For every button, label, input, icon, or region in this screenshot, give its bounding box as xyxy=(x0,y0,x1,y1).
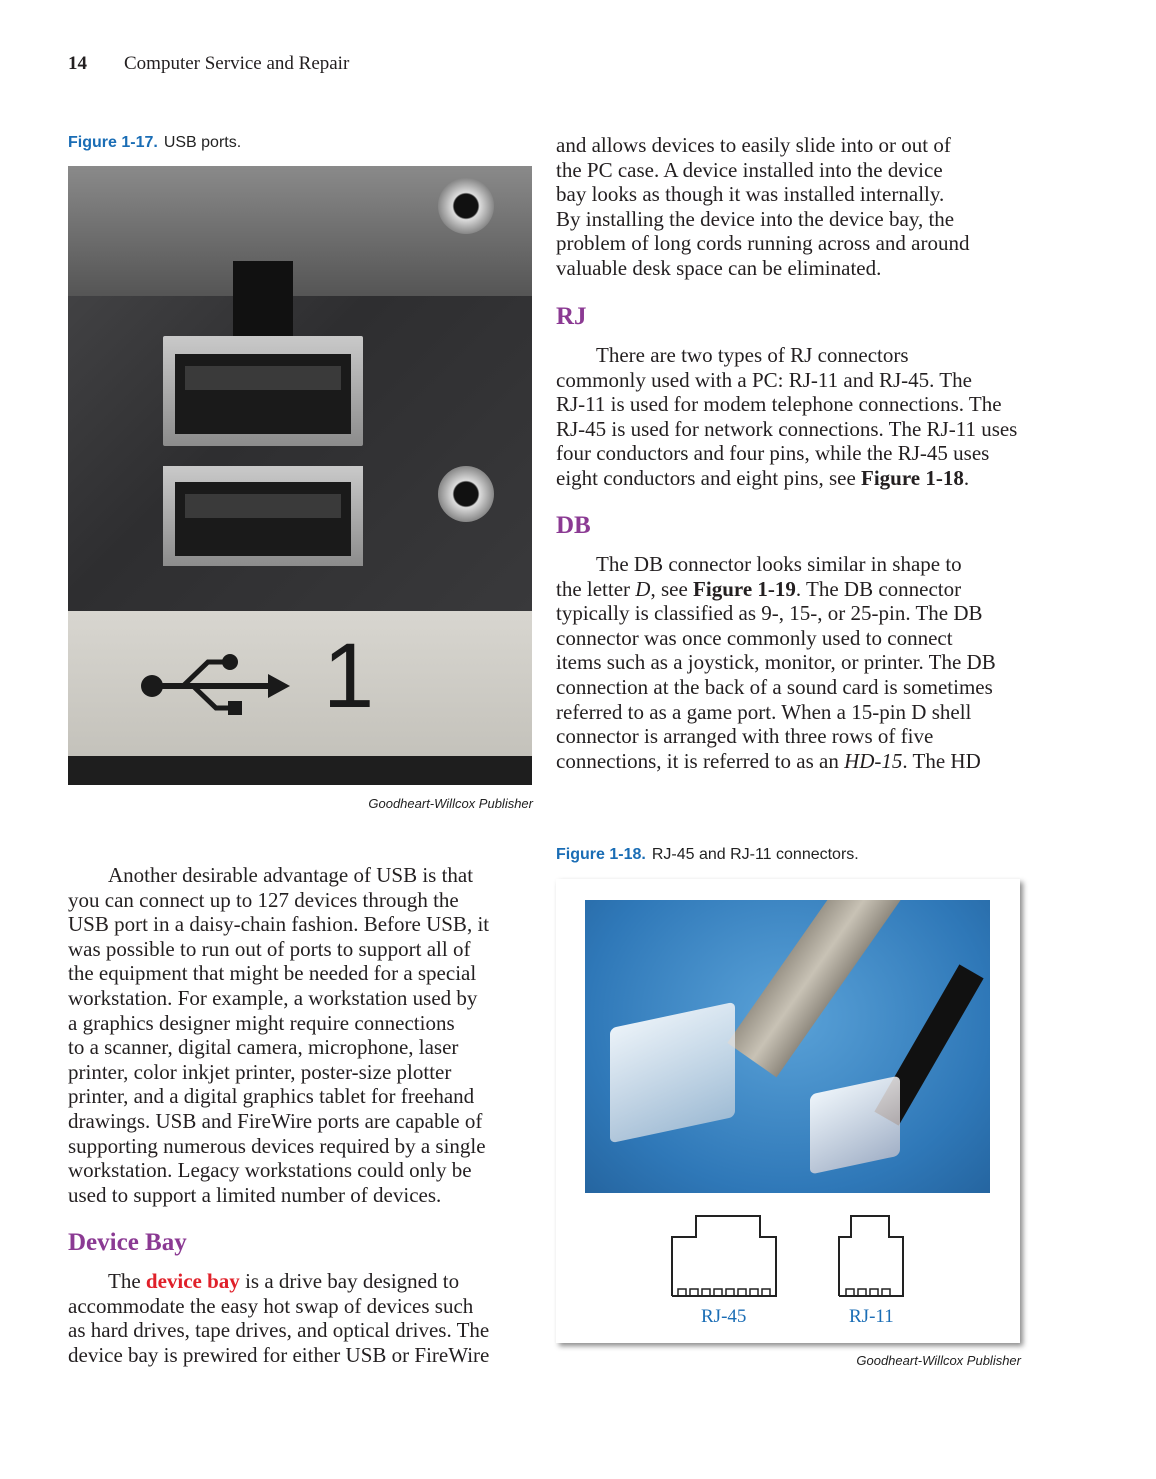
text-run: was possible to run out of ports to support all of xyxy=(68,936,471,961)
text-run: used to support a limited number of devices. xyxy=(68,1182,442,1207)
text-run: , see xyxy=(650,576,694,601)
text-line xyxy=(556,749,996,774)
page-number: 14 xyxy=(68,53,87,74)
text-line xyxy=(68,1294,489,1319)
text-run: the letter xyxy=(556,576,636,601)
text-run: RJ-45 is used for network connections. The RJ-11 uses xyxy=(556,416,1018,441)
figure-caption-text: USB ports. xyxy=(163,134,242,151)
text-line xyxy=(556,650,996,675)
text-run: you can connect up to 127 devices through the xyxy=(68,887,459,912)
rj45-plug xyxy=(610,1002,735,1144)
text-line xyxy=(68,1134,489,1159)
text-run: connections, it is referred to as an xyxy=(556,748,845,773)
figure-1-17-caption xyxy=(68,134,241,152)
text-run: D xyxy=(635,576,651,601)
text-run: . The DB connector xyxy=(795,576,962,601)
rj11-plug xyxy=(810,1075,900,1174)
text-run: RJ-11 is used for modem telephone connections. The xyxy=(556,392,1002,417)
figure-caption-text: RJ-45 and RJ-11 connectors. xyxy=(651,846,859,863)
rj11-label: RJ-11 xyxy=(849,1306,894,1327)
text-line xyxy=(556,392,1017,417)
text-run: connection at the back of a sound card is sometimes xyxy=(556,674,993,699)
rj-diagram xyxy=(666,1212,911,1302)
text-run: connector is arranged with three rows of five xyxy=(556,724,934,749)
text-run: Another desirable advantage of USB is that xyxy=(108,863,474,887)
text-run: There are two types of RJ connectors xyxy=(596,343,909,367)
rj-connectors-photo xyxy=(585,900,990,1193)
figure-reference: Figure 1-18 xyxy=(861,465,964,490)
text-line xyxy=(68,1318,489,1343)
device-bay-heading: Device Bay xyxy=(68,1229,187,1256)
text-line xyxy=(556,158,970,183)
db-paragraph xyxy=(556,552,996,773)
text-run: is a drive bay designed to xyxy=(239,1269,460,1293)
usb-paragraph xyxy=(68,863,489,1207)
text-line xyxy=(68,1060,489,1085)
text-run: typically is classified as 9-, 15-, or 25-pin. The DB xyxy=(556,601,983,626)
text-line xyxy=(556,601,996,626)
hex-screw xyxy=(438,466,494,522)
text-line xyxy=(68,1011,489,1036)
key-term: device bay xyxy=(145,1269,240,1293)
text-run: to a scanner, digital camera, microphone, laser xyxy=(68,1035,459,1060)
rj45-label: RJ-45 xyxy=(701,1306,747,1327)
text-run: and allows devices to easily slide into or out of xyxy=(556,133,951,157)
text-run: HD-15 xyxy=(844,748,903,773)
text-line xyxy=(68,863,489,888)
text-line xyxy=(556,343,1017,368)
text-run: a graphics designer might require connections xyxy=(68,1010,455,1035)
text-line xyxy=(556,466,1017,491)
text-run: items such as a joystick, monitor, or printer. The DB xyxy=(556,650,996,675)
label-plate xyxy=(68,611,532,756)
text-line xyxy=(556,256,970,281)
text-run: printer, and a digital graphics tablet for freehand xyxy=(68,1084,475,1109)
text-run: referred to as a game port. When a 15-pin D shell xyxy=(556,699,972,724)
text-line xyxy=(68,888,489,913)
usb-trident-icon xyxy=(138,646,298,726)
gray-cable xyxy=(727,900,902,1077)
text-line xyxy=(556,724,996,749)
text-line xyxy=(556,577,996,602)
figure-label: Figure 1-17. xyxy=(68,134,158,151)
hex-screw xyxy=(438,178,494,234)
text-line xyxy=(556,231,970,256)
text-run: device bay is prewired for either USB or FireWire xyxy=(68,1342,490,1367)
text-run: the PC case. A device installed into the device xyxy=(556,157,943,182)
text-line xyxy=(68,937,489,962)
text-line xyxy=(68,1084,489,1109)
text-line xyxy=(68,912,489,937)
text-run: accommodate the easy hot swap of devices such xyxy=(68,1293,474,1318)
port-number-label: 1 xyxy=(323,625,375,727)
text-line xyxy=(556,626,996,651)
figure-label: Figure 1-18. xyxy=(556,846,646,863)
device-bay-paragraph xyxy=(68,1269,489,1367)
text-line xyxy=(556,675,996,700)
text-run: . The HD xyxy=(902,748,981,773)
text-line xyxy=(68,1109,489,1134)
text-run: The DB connector looks similar in shape to xyxy=(596,552,962,576)
text-run: bay looks as though it was installed internally. xyxy=(556,182,945,207)
text-line xyxy=(68,961,489,986)
text-run: problem of long cords running across and around xyxy=(556,231,970,256)
text-line xyxy=(556,182,970,207)
text-run: supporting numerous devices required by a single xyxy=(68,1133,486,1158)
text-line xyxy=(68,1269,489,1294)
device-bay-continued-paragraph xyxy=(556,133,970,281)
text-line xyxy=(556,368,1017,393)
text-run: connector was once commonly used to connect xyxy=(556,625,953,650)
usb-port-top xyxy=(163,336,363,446)
rj-heading: RJ xyxy=(556,303,587,330)
text-run: workstation. For example, a workstation used by xyxy=(68,985,478,1010)
text-run: the equipment that might be needed for a special xyxy=(68,961,477,986)
figure-1-17-credit: Goodheart-Willcox Publisher xyxy=(368,796,533,811)
text-line xyxy=(556,133,970,158)
text-line xyxy=(68,986,489,1011)
figure-reference: Figure 1-19 xyxy=(693,576,796,601)
text-run: drawings. USB and FireWire ports are capable of xyxy=(68,1108,483,1133)
usb-port-bottom xyxy=(163,466,363,566)
text-line xyxy=(556,700,996,725)
text-run: commonly used with a PC: RJ-11 and RJ-45. The xyxy=(556,367,972,392)
figure-1-18-credit: Goodheart-Willcox Publisher xyxy=(856,1353,1021,1368)
text-line xyxy=(556,441,1017,466)
text-line xyxy=(68,1343,489,1368)
text-run: The xyxy=(108,1269,146,1293)
figure-1-18-box xyxy=(556,879,1020,1343)
text-line xyxy=(68,1183,489,1208)
text-line xyxy=(68,1158,489,1183)
text-run: as hard drives, tape drives, and optical drives. The xyxy=(68,1318,490,1343)
text-run: four conductors and four pins, while the RJ-45 uses xyxy=(556,441,990,466)
text-run: workstation. Legacy workstations could only be xyxy=(68,1158,472,1183)
rj11-outline-icon xyxy=(839,1216,903,1296)
text-line xyxy=(556,207,970,232)
running-header: Computer Service and Repair xyxy=(124,53,350,74)
db-heading: DB xyxy=(556,512,591,539)
text-run: . xyxy=(963,465,970,490)
text-run: eight conductors and eight pins, see xyxy=(556,465,862,490)
rj-paragraph xyxy=(556,343,1017,491)
text-run: valuable desk space can be eliminated. xyxy=(556,255,882,280)
rj45-outline-icon xyxy=(672,1216,776,1296)
text-line xyxy=(556,417,1017,442)
text-line xyxy=(556,552,996,577)
text-run: By installing the device into the device bay, the xyxy=(556,206,955,231)
usb-ports-photo xyxy=(68,166,532,785)
figure-1-18-caption xyxy=(556,846,859,864)
text-line xyxy=(68,1035,489,1060)
text-run: USB port in a daisy-chain fashion. Before USB, it xyxy=(68,912,490,937)
text-run: printer, color inkjet printer, poster-size plotter xyxy=(68,1059,452,1084)
